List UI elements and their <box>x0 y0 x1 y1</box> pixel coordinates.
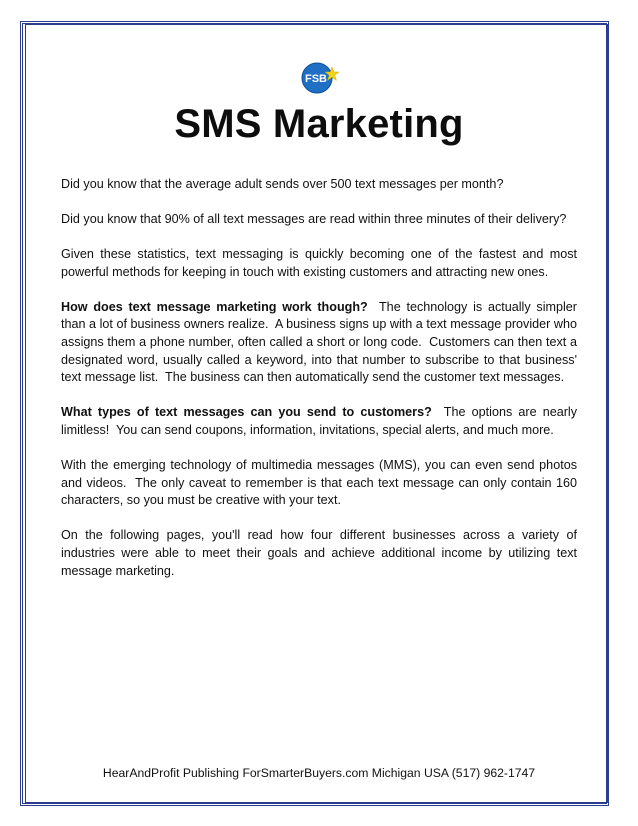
paragraph-text: The technology is actually simpler than a lot of business owners realize. A business signs up with a text message provider who assigns them a phone number, often called a short or long code. Customers can then text a designated word, usually called a keyword, into that number to subscribe to that business' text message list. The business can then automatically send the customer text messages. <box>61 299 581 385</box>
paragraph-7 <box>61 527 577 580</box>
paragraph-1 <box>61 176 577 194</box>
paragraph-text: On the following pages, you'll read how four different businesses across a variety of industries were able to meet their goals and achieve additional income by utilizing text message marketing. <box>61 528 577 578</box>
fsb-star-logo-icon <box>301 61 339 95</box>
paragraph-text: The options are nearly limitless! You can send coupons, information, invitations, special alerts, and much more. <box>61 405 581 437</box>
body-text <box>61 176 581 598</box>
paragraph-5 <box>61 404 581 439</box>
paragraph-3 <box>61 246 577 281</box>
logo-text: FSB <box>305 73 327 85</box>
page-footer: HearAndProfit Publishing ForSmarterBuyers.com Michigan USA (517) 962-1747 <box>102 766 536 780</box>
paragraph-2 <box>61 211 577 229</box>
paragraph-lead: How does text message marketing work though? <box>61 299 368 314</box>
paragraph-text: With the emerging technology of multimedia messages (MMS), you can even send photos and videos. The only caveat to remember is that each text message can only contain 160 characters, so you must be creative with your text. <box>61 458 581 508</box>
paragraph-text: Did you know that the average adult sends over 500 text messages per month? <box>61 177 504 191</box>
page-title: SMS Marketing <box>174 102 464 146</box>
paragraph-6 <box>61 457 581 510</box>
paragraph-lead: What types of text messages can you send to customers? <box>61 405 432 420</box>
paragraph-4 <box>61 299 581 387</box>
paragraph-text: Given these statistics, text messaging is quickly becoming one of the fastest and most powerful methods for keeping in touch with existing customers and attracting new ones. <box>61 247 577 279</box>
paragraph-text: Did you know that 90% of all text messages are read within three minutes of their delivery? <box>61 212 567 227</box>
